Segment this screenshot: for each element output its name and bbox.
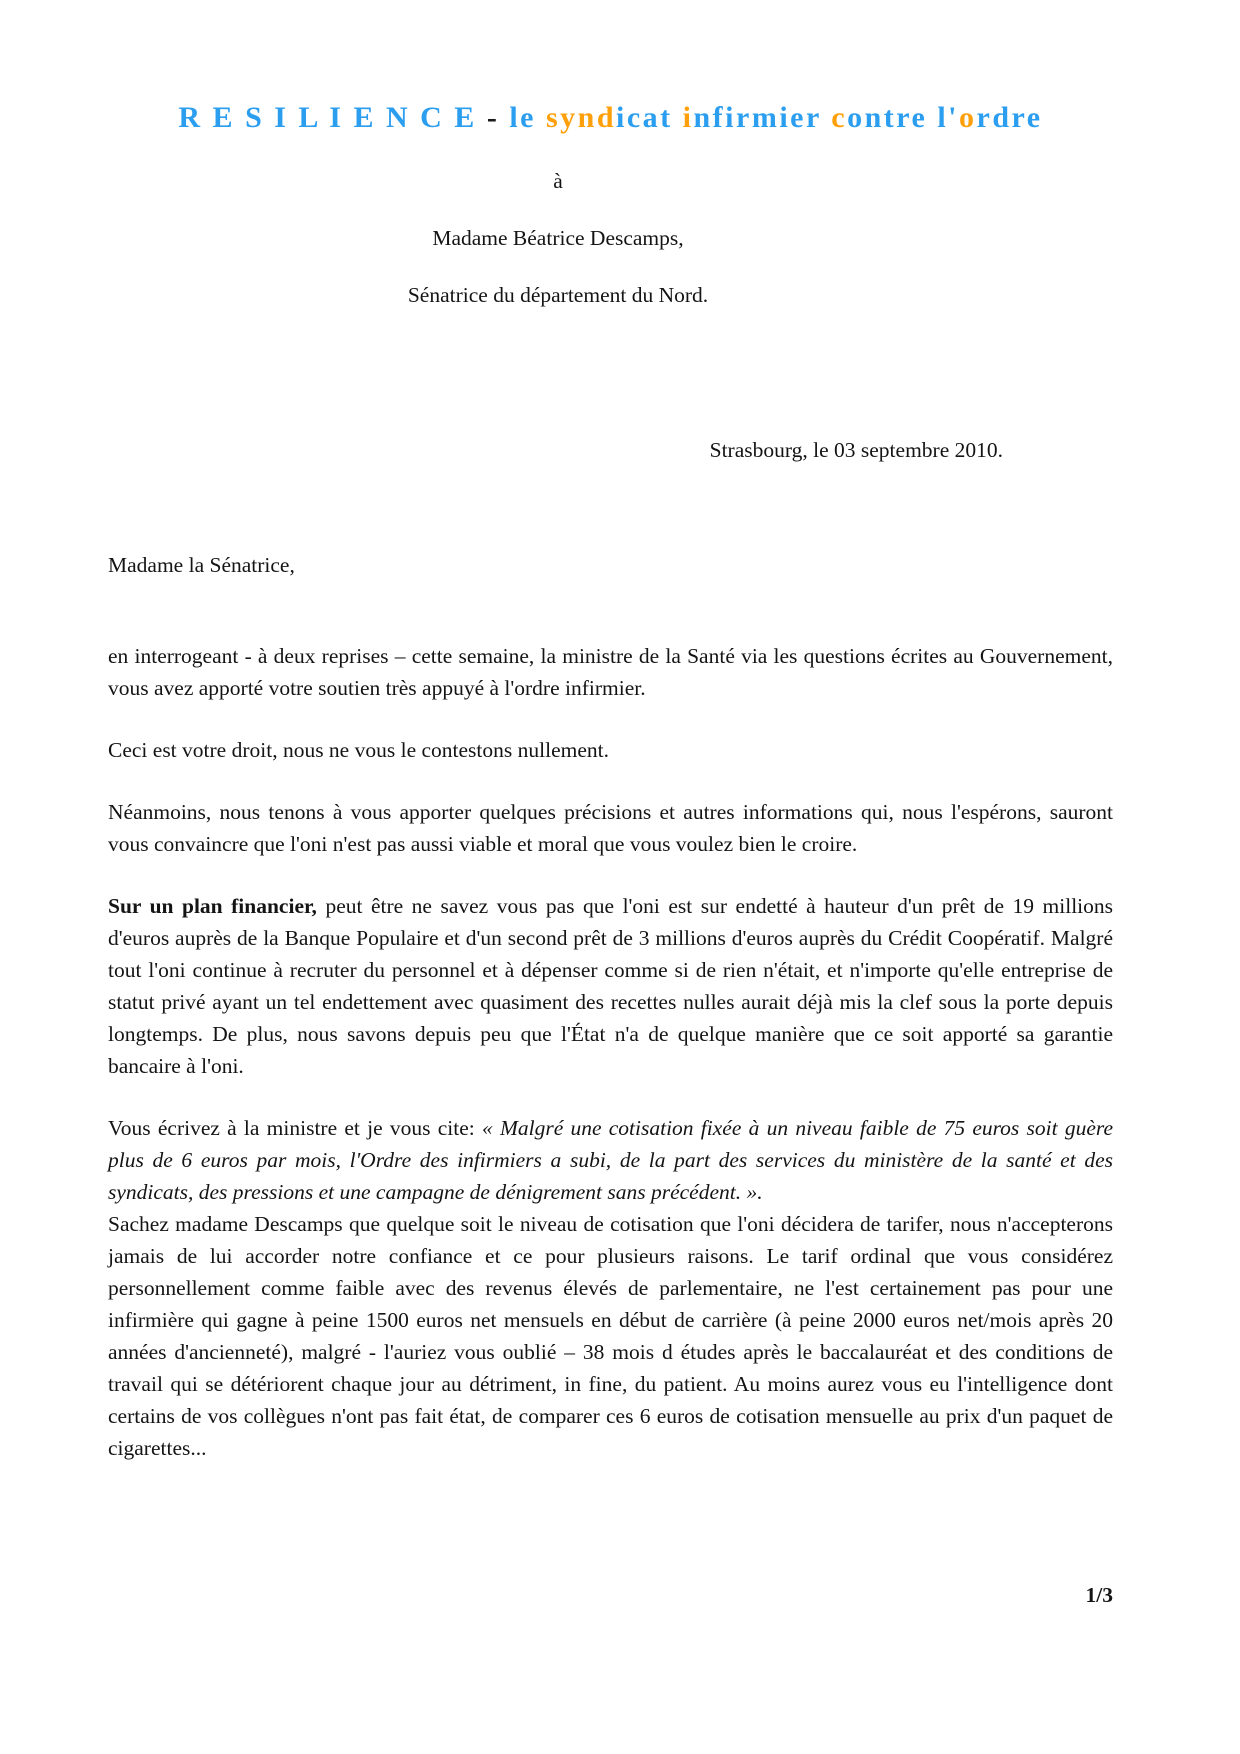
text-segment: Ceci est votre droit, nous ne vous le contestons nullement. (108, 738, 609, 762)
paragraph (108, 734, 1113, 766)
paragraph (108, 796, 1113, 860)
text-segment: R E S I L I E N C E (178, 101, 477, 134)
text-segment: Sur un plan financier, (108, 894, 317, 918)
paragraph (108, 1208, 1113, 1464)
text-segment: Vous écrivez à la ministre et je vous cite: (108, 1116, 482, 1140)
text-segment: le (509, 101, 546, 134)
text-segment: o (959, 101, 977, 134)
recipient-role: Sénatrice du département du Nord. (407, 283, 709, 307)
text-segment: « Malgré une cotisation fixée à un niveau faible de 75 euros soit guère plus de 6 euros par mois, l'Ordre des infirmiers a subi, de la part des services du ministère de la santé et des syndicats, des pressions et une campagne de dénigrement sans précédent. ». (108, 1116, 1113, 1204)
text-segment: Néanmoins, nous tenons à vous apporter quelques précisions et autres informations qui, nous l'espérons, sauront vous convaincre que l'oni n'est pas aussi viable et moral que vous voulez bien le croire. (108, 800, 1113, 856)
text-segment: - (476, 101, 510, 134)
page-number: 1/3 (1085, 1583, 1113, 1607)
text-segment: synd (545, 101, 617, 134)
salutation: Madame la Sénatrice, (108, 553, 295, 577)
text-segment: nfirmier (693, 101, 832, 134)
paragraph (108, 1112, 1113, 1208)
letter-body (108, 640, 1113, 1464)
text-segment: icat (616, 101, 683, 134)
paragraph (108, 640, 1113, 704)
addressed-to: à (553, 169, 563, 193)
text-segment: i (682, 101, 694, 134)
text-segment: c (831, 101, 848, 134)
text-segment: peut être ne savez vous pas que l'oni est sur endetté à hauteur d'un prêt de 19 millions d'euros auprès de la Banque Populaire et d'un second prêt de 3 millions d'euros auprès du Crédit Coopératif. Malgré tout l'oni continue à recruter du personnel et à dépenser comme si de rien n'était, et n'importe qu'elle entreprise de statut privé ayant un tel endettement avec quasiment des recettes nulles aurait déjà mis la clef sous la porte depuis longtemps. De plus, nous savons depuis peu que l'État n'a de quelque manière que ce soit apporté sa garantie bancaire à l'oni. (108, 894, 1114, 1078)
dateline: Strasbourg, le 03 septembre 2010. (709, 438, 1003, 462)
text-segment: en interrogeant - à deux reprises – cette semaine, la ministre de la Santé via les questions écrites au Gouvernement, vous avez apporté votre soutien très appuyé à l'ordre infirmier. (108, 644, 1113, 700)
text-segment: rdre (976, 101, 1043, 134)
recipient-name: Madame Béatrice Descamps, (432, 226, 684, 250)
paragraph (108, 890, 1113, 1082)
letter-title (108, 100, 1113, 136)
text-segment: Sachez madame Descamps que quelque soit le niveau de cotisation que l'oni décidera de tarifer, nous n'accepterons jamais de lui accorder notre confiance et ce pour plusieurs raisons. Le tarif ordinal que vous considérez personnellement comme faible avec des revenus élevés de parlementaire, ne l'est certainement pas pour une infirmière qui gagne à peine 1500 euros net mensuels en début de carrière (à peine 2000 euros net/mois après 20 années d'ancienneté), malgré - l'auriez vous oublié – 38 mois d études après le baccalauréat et des conditions de travail qui se détériorent chaque jour au détriment, in fine, du patient. Au moins aurez vous eu l'intelligence dont certains de vos collègues n'ont pas fait état, de comparer ces 6 euros de cotisation mensuelle au prix d'un paquet de cigarettes... (108, 1212, 1113, 1460)
text-segment: ontre l' (847, 101, 960, 134)
